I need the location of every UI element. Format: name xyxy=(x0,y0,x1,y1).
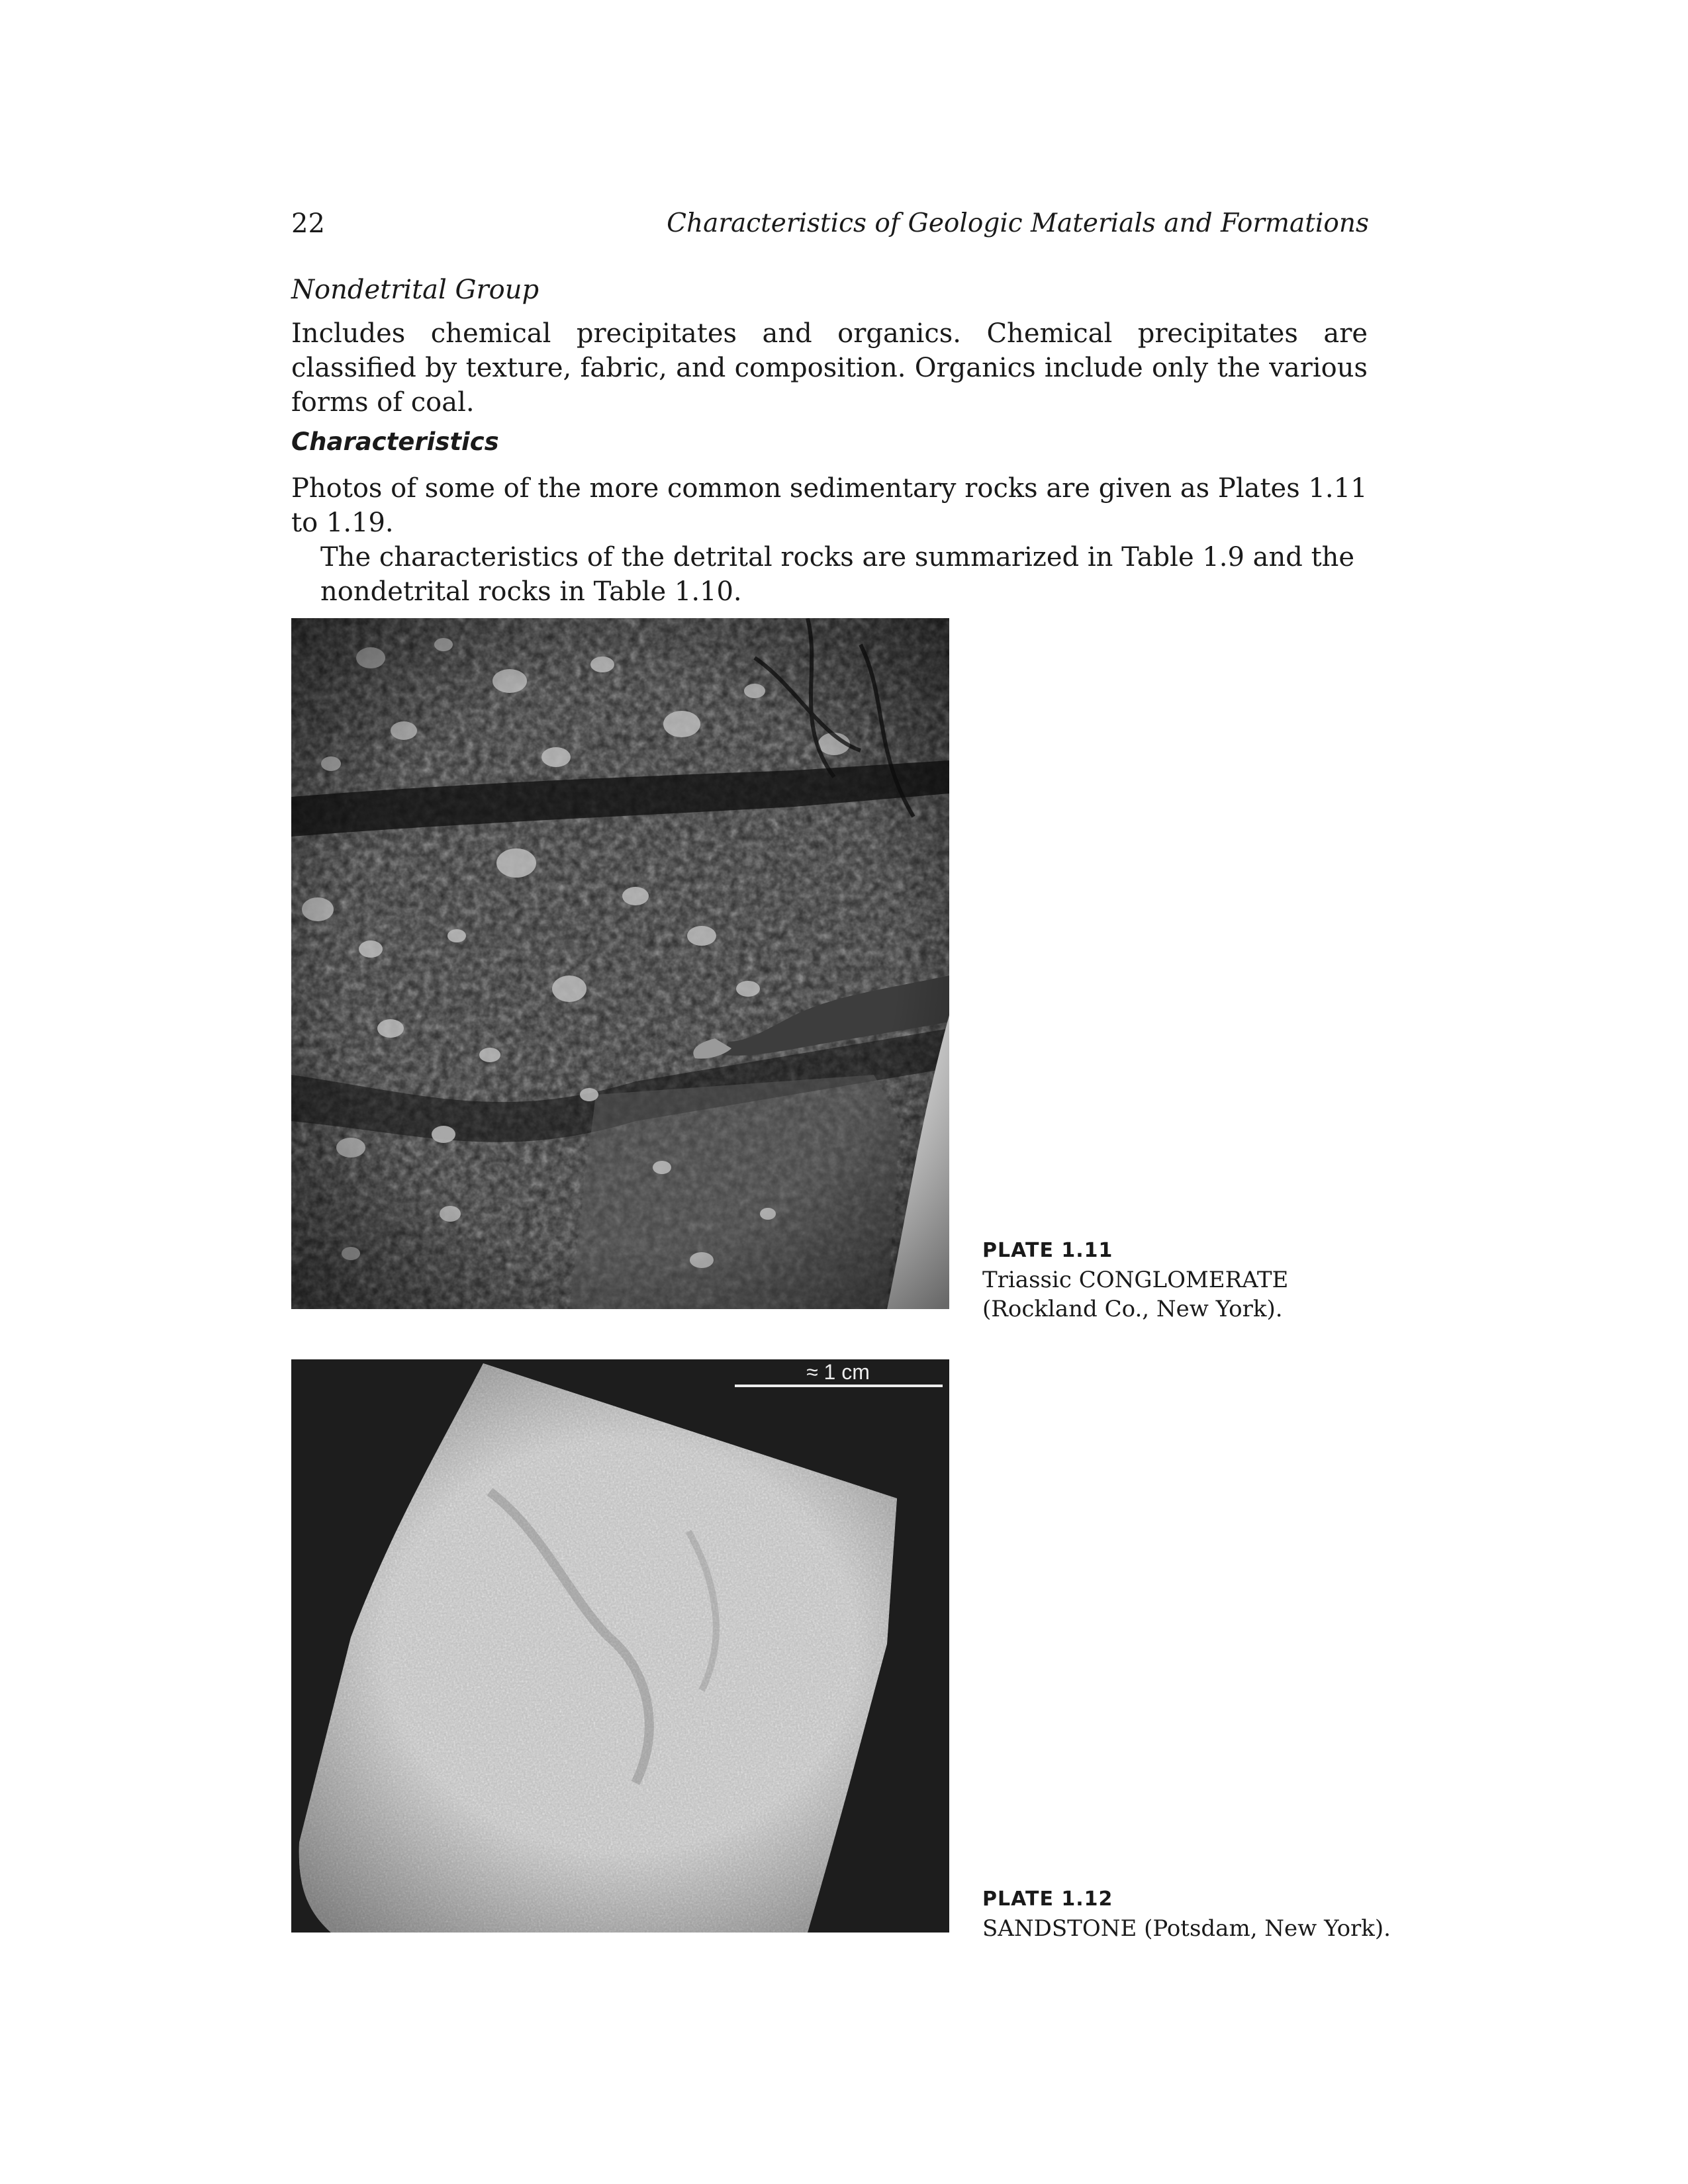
plate-1-12-caption xyxy=(982,1885,1399,1943)
sandstone-photo xyxy=(291,1359,949,1933)
plate-1-12-text: SANDSTONE (Potsdam, New York). xyxy=(982,1915,1391,1942)
characteristics-line-2: The characteristics of the detrital rocks are summarized in Table 1.9 and the nondetrital rocks in Table 1.10. xyxy=(320,542,1355,607)
page-number: 22 xyxy=(291,208,325,239)
running-header-title: Characteristics of Geologic Materials and Formations xyxy=(667,208,1369,238)
nondetrital-group-heading: Nondetrital Group xyxy=(291,275,539,305)
scale-bar-label: ≈ 1 cm xyxy=(806,1360,870,1384)
characteristics-line-1: Photos of some of the more common sedimentary rocks are given as Plates 1.11 to 1.19. xyxy=(291,473,1368,538)
plate-1-11-caption xyxy=(982,1236,1399,1324)
characteristics-heading: Characteristics xyxy=(291,428,499,456)
plate-1-12-label: PLATE 1.12 xyxy=(982,1888,1113,1911)
characteristics-paragraph xyxy=(291,471,1368,609)
conglomerate-photo xyxy=(291,618,949,1309)
plate-1-11-text: Triassic CONGLOMERATE (Rockland Co., New York). xyxy=(982,1267,1289,1322)
plate-1-11-label: PLATE 1.11 xyxy=(982,1239,1113,1262)
nondetrital-group-paragraph: Includes chemical precipitates and organics. Chemical precipitates are classified by texture, fabric, and composition. Organics include only the various forms of coal. xyxy=(291,318,1368,418)
